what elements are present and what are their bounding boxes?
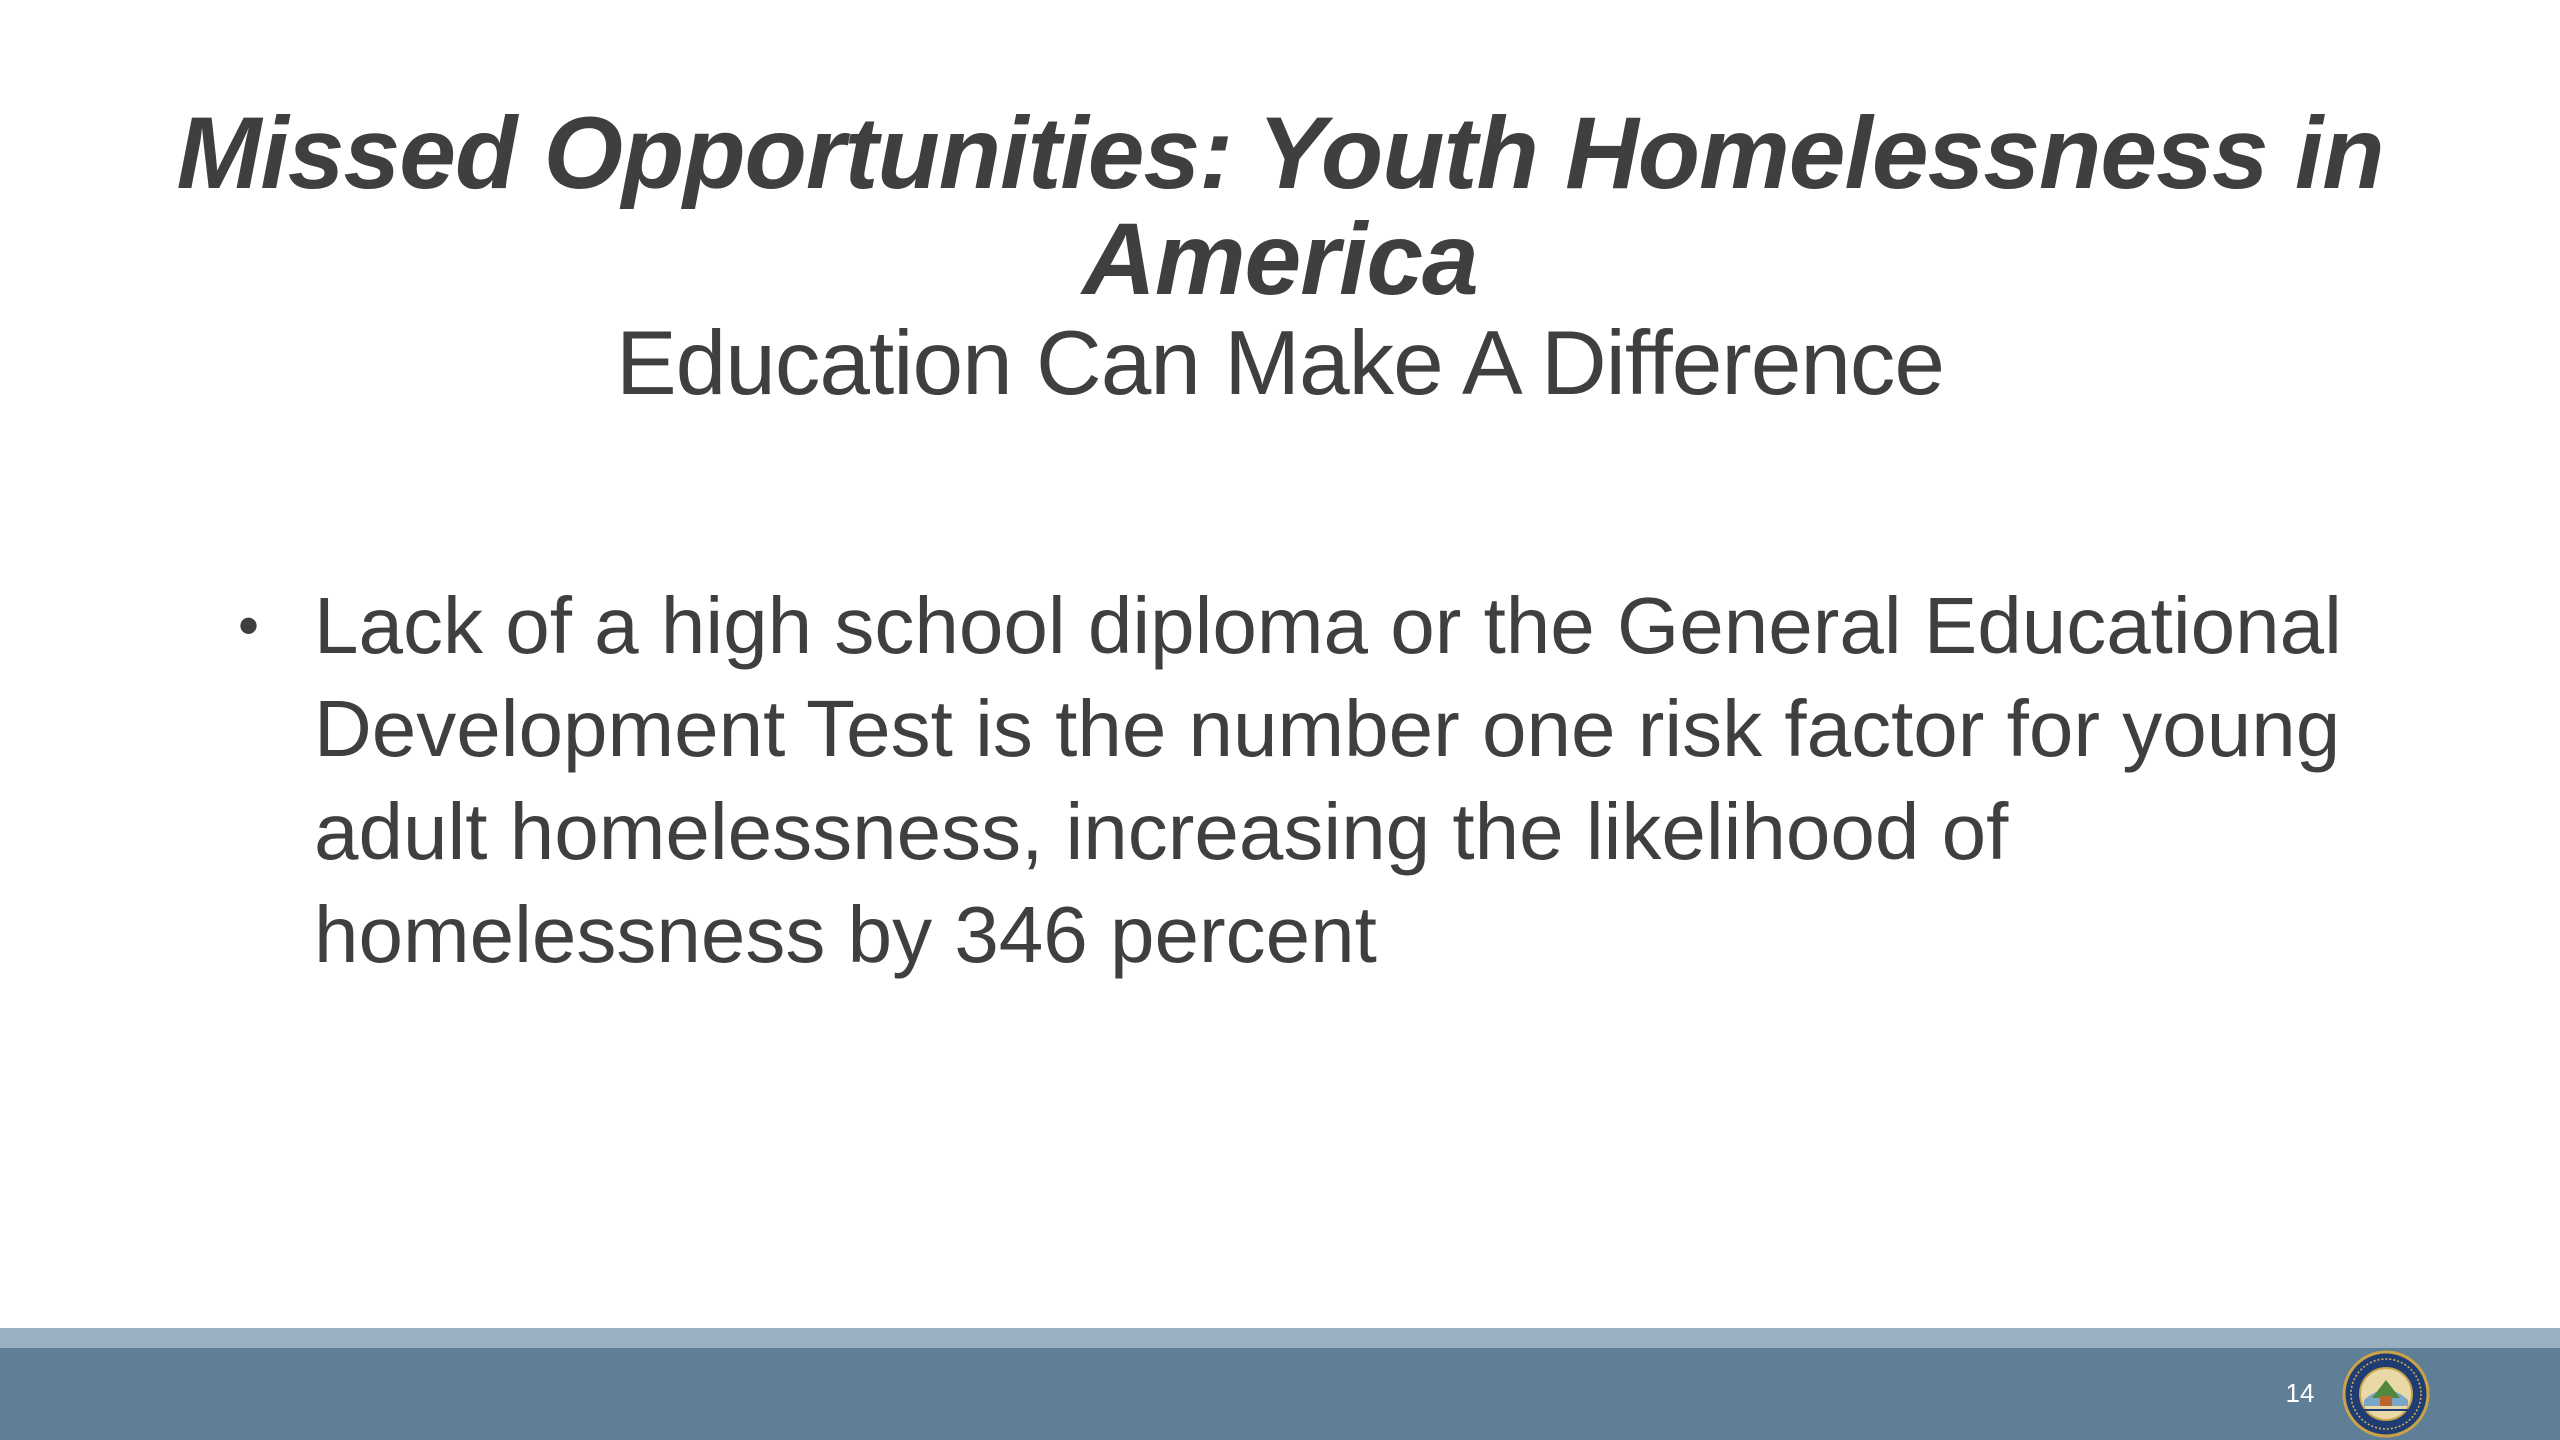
bullet-text: Lack of a high school diploma or the General Educational Development Test is the number one risk factor for young adult homelessness, increasing the likelihood of homelessness by 346 percent xyxy=(314,581,2342,979)
department-seal-icon xyxy=(2342,1350,2430,1438)
slide-title: Missed Opportunities: Youth Homelessness in America xyxy=(176,96,2384,316)
bullet-item xyxy=(230,574,2370,986)
footer-stripe xyxy=(0,1328,2560,1348)
page-number: 14 xyxy=(2285,1378,2315,1408)
slide-content xyxy=(230,574,2370,986)
footer-bar xyxy=(0,1348,2560,1440)
title-block xyxy=(0,96,2560,414)
bullet-list xyxy=(230,574,2370,986)
slide-subtitle: Education Can Make A Difference xyxy=(615,313,1945,414)
bullet-dot-icon: • xyxy=(238,592,260,659)
